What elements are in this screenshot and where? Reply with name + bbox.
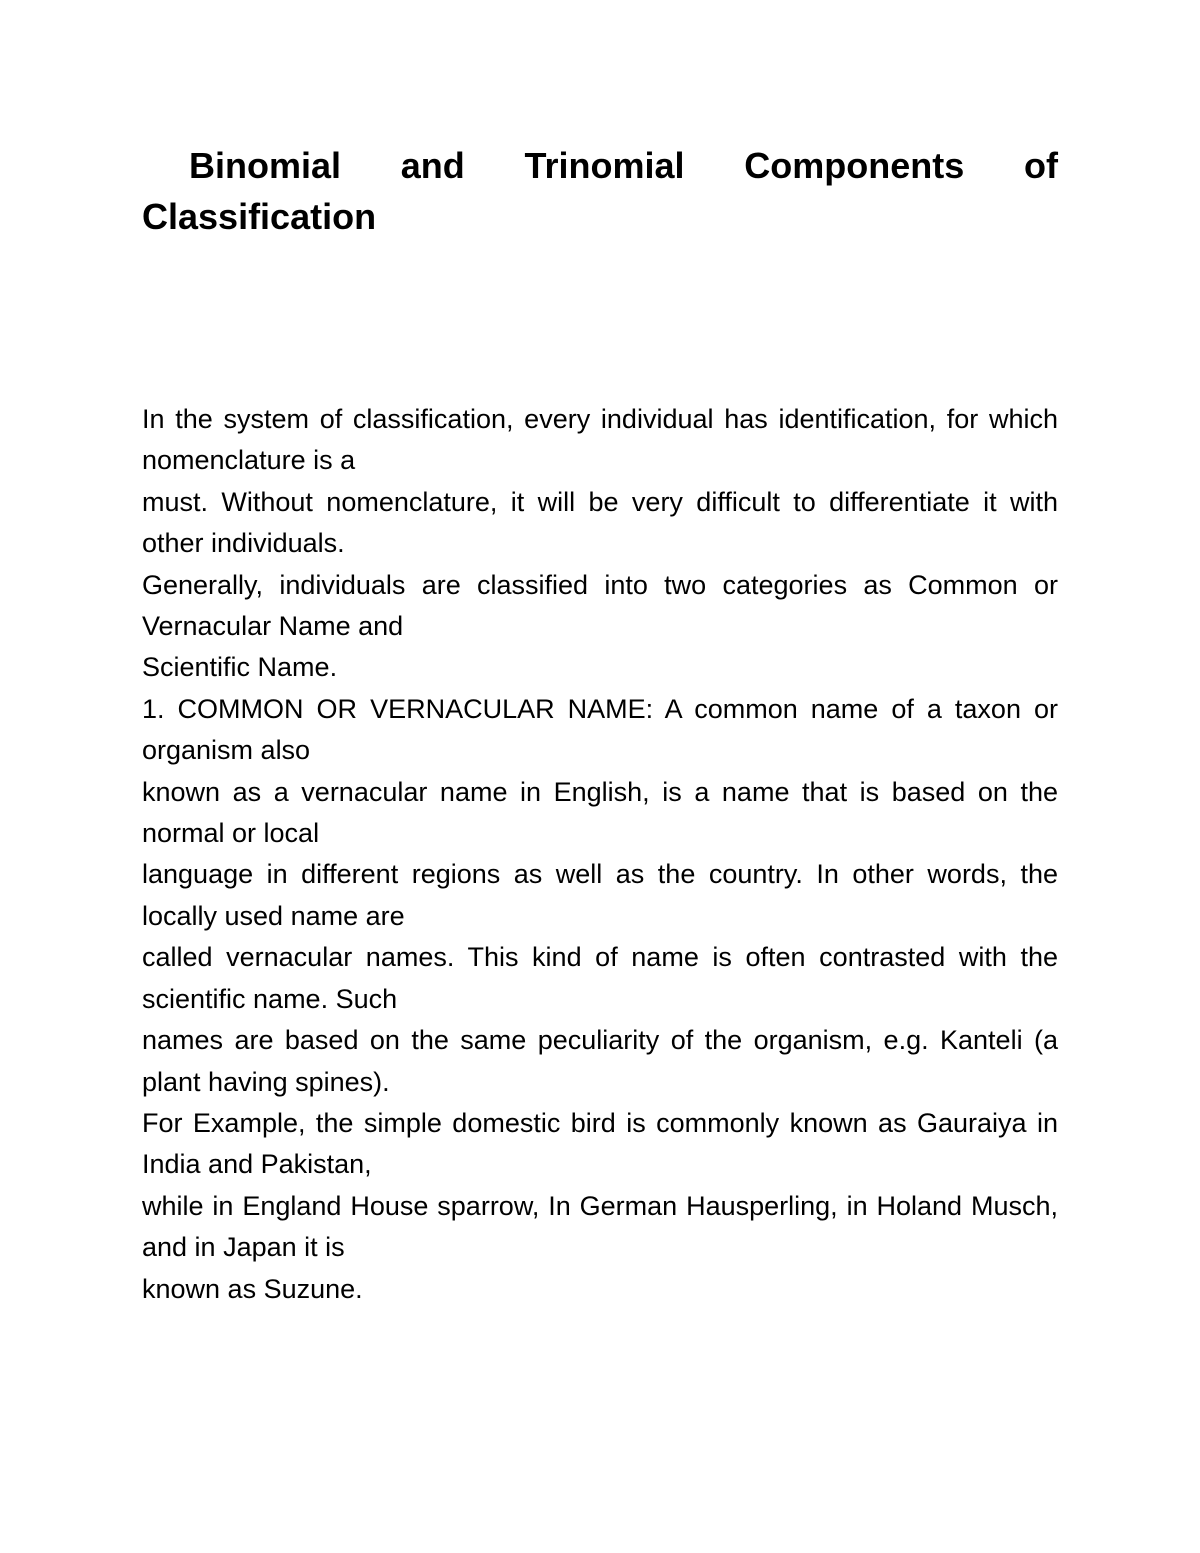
paragraph-11: while in England House sparrow, In German Hausperling, in Holand Musch, and in Japan it is [142,1190,1058,1263]
paragraph-1: In the system of classification, every individual has identification, for which nomenclature is a [142,404,1058,476]
paragraph-3: Generally, individuals are classified into two categories as Common or Vernacular Name and [142,569,1058,642]
paragraph-4: Scientific Name. [142,652,338,683]
paragraph-5: 1. COMMON OR VERNACULAR NAME: A common name of a taxon or organism also [142,693,1058,766]
paragraph-12: known as Suzune. [142,1273,363,1304]
paragraph-2: must. Without nomenclature, it will be very difficult to differentiate it with other individuals. [142,486,1058,559]
document-body [142,399,1058,1310]
document-title: Binomial and Trinomial Components of Classification [142,145,1058,237]
paragraph-6: known as a vernacular name in English, is a name that is based on the normal or local [142,776,1058,849]
paragraph-10: For Example, the simple domestic bird is commonly known as Gauraiya in India and Pakistan, [142,1107,1058,1180]
paragraph-7: language in different regions as well as the country. In other words, the locally used name are [142,859,1058,931]
paragraph-9: names are based on the same peculiarity of the organism, e.g. Kanteli (a plant having spines). [142,1025,1058,1097]
paragraph-8: called vernacular names. This kind of name is often contrasted with the scientific name. Such [142,942,1058,1014]
